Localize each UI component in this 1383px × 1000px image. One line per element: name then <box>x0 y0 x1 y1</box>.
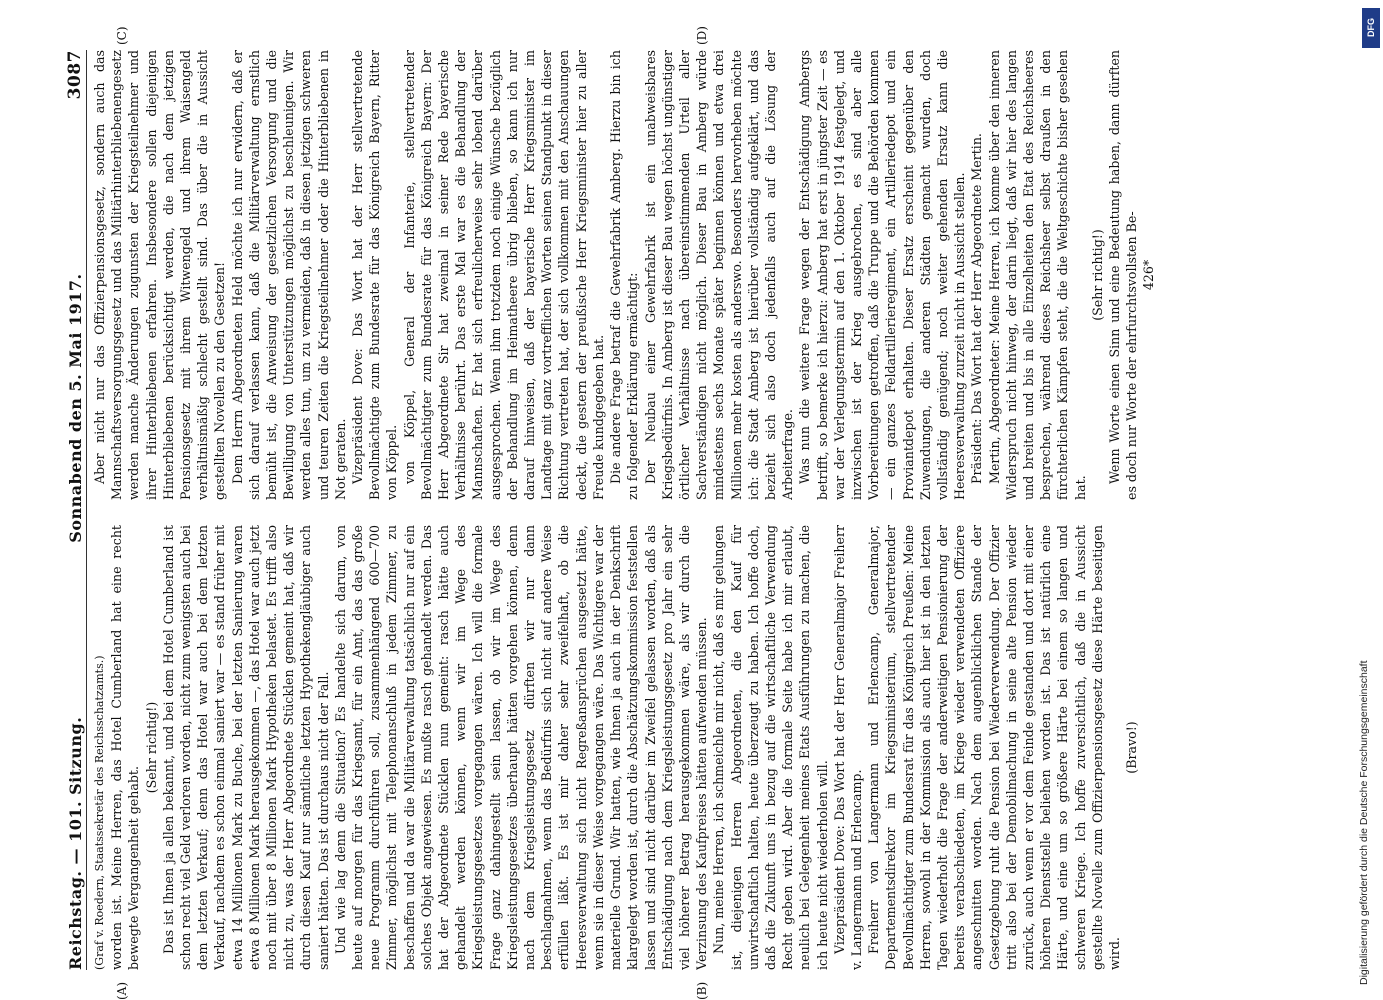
right-column-paragraph: Was nun die weitere Frage wegen der Entschädigung Ambergs betrifft, so bemerke ich hierzu: Amberg hat erst in jüngster Zeit — es war der Verlegungstermin auf den 1. Oktober 1914 festgelegt, und inzwischen ist der Krieg ausgebrochen, es sind aber alle Vorbereitungen getroffen, daß die Truppe und die Behörden kommen — ein ganzes Feldartillerieregiment, ein Artilleriedepot und ein Proviantdepot erhalten. Dieser Ersatz erscheint gegenüber den Zuwendungen, die anderen Städten gemacht wurden, doch vollständig genügend; noch weiter gehenden Ersatz kann die Heeresverwaltung zurzeit nicht in Aussicht stellen. <box>797 50 968 500</box>
left-column-paragraph: Nun, meine Herren, ich schmeichle mir nicht, daß es mir gelungen ist, diejenigen Herren Abgeordneten, die den Kauf für unwirtschaftlich halten, heute überzeugt zu haben. Ich hoffe doch, daß die Zukunft uns in bezug auf die wirtschaftliche Verwendung Recht geben wird. Aber die formale Seite habe ich mir erlaubt, neulich bei Gelegenheit meines Etats Ausführungen zu machen, die ich heute nicht wiederholen will. <box>711 525 830 970</box>
document-page <box>55 26 1345 1000</box>
right-column-paragraph: Präsident: Das Wort hat der Herr Abgeordnete Mertin. <box>969 133 985 484</box>
left-column-paragraph: (Graf v. Roedern, Staatssekretär des Reichsschatzamts.) <box>93 655 106 970</box>
header-rule <box>86 50 87 970</box>
margin-marker-a: (A) <box>115 981 129 1000</box>
left-column-paragraph: Das ist Ihnen ja allen bekannt, und bei dem Hotel Cumberland ist schon recht viel Geld verloren worden, nicht zum wenigsten auch bei dem letzten Verkauf; denn das Hotel war auch bei dem letzten Verkauf, nachdem es schon einmal saniert war — es stand früher mit etwa 14 Millionen Mark zu Buche, bei der letzten Sanierung waren etwa 8 Millionen Mark herausgekommen —, das Hotel war auch jetzt noch mit über 8 Millionen Mark Hypotheken belastet. Es trifft also nicht zu, was der Herr Abgeordnete Stücklen gemeint hat, daß wir durch diesen Kauf nur sämtliche letzten Hypothekengläubiger auch saniert hätten. Das ist durchaus nicht der Fall. <box>160 525 331 970</box>
funding-note: Digitalisierung gefördert durch die Deutsche Forschungsgemeinschaft <box>1358 660 1370 985</box>
margin-marker-c: (C) <box>115 26 129 45</box>
right-column-paragraph: Der Neubau einer Gewehrfabrik ist ein unabweisbares Kriegsbedürfnis. In Amberg ist dieser Bau wegen höchst ungünstiger örtlicher Verhältnisse nach übereinstimmenden Urteil aller Sachverständigen nicht möglich. Dieser Bau in Amberg würde mindestens sechs Monate später beginnen können und etwa drei Millionen mehr kosten als anderswo. Besonders hervorheben möchte ich: die Stadt Amberg ist hierüber vollständig aufgeklärt, und das bezieht sich also doch jedenfalls auch auf die Lösung der Arbeiterfrage. <box>642 50 796 500</box>
dfg-logo: DFG <box>1362 8 1380 48</box>
left-column <box>91 525 1331 970</box>
page-number: 3087 <box>65 50 85 100</box>
left-column-paragraph: Und wie lag denn die Situation? Es handelte sich darum, von heute auf morgen für das Kriegsamt, für ein Amt, das das große neue Programm durchführen soll, zusammenhängend 600—700 Zimmer, möglichst mit Telephonanschluß in jedem Zimmer, zu beschaffen und da war die Militärverwaltung tatsächlich nur auf ein solches Objekt angewiesen. Es mußte rasch gehandelt werden. Das hat der Abgeordnete Stücklen nun gemeint: rasch hätte auch gehandelt werden können, wenn wir im Wege des Kriegsleistungsgesetzes vorgegangen wären. Ich will die formale Frage ganz dahingestellt sein lassen, ob wir im Wege des Kriegsleistungsgesetzes überhaupt hätten vorgehen können, denn nach dem Kriegsleistungsgesetz dürften wir nur dann beschlagnahmen, wenn das Bedürfnis sich nicht auf andere Weise erfüllen läßt. Es ist mir daher sehr zweifelhaft, ob die Heeresverwaltung sich nicht Regreßansprüchen ausgesetzt hätte, wenn sie in dieser Weise vorgegangen wäre. Das Wichtigere war der materielle Grund. Wir hatten, wie Ihnen ja auch in der Denkschrift klargelegt worden ist, durch die Abschätzungskommission feststellen lassen und sind nicht darüber im Zweifel gelassen worden, daß als Entschädigung nach dem Kriegsleistungsgesetz pro Jahr ein sehr viel höherer Betrag herausgekommen wäre, als wir durch die Verzinsung des Kaufpreises hätten aufwenden müssen. <box>332 525 710 970</box>
left-column-paragraph: Freiherr von Langermann und Erlencamp, Generalmajor, Departementsdirektor im Kriegsministerium, stellvertretender Bevollmächtigter zum Bundesrat für das Königreich Preußen: Meine Herren, sowohl in der Kommission als auch hier ist in den letzten Tagen wiederholt die Frage der anderweitigen Pensionierung der bereits verabschiedeten, im Kriege wieder verwendeten Offiziere angeschnitten worden. Nach dem augenblicklichen Stande der Gesetzgebung ruht die Pension bei Wiederverwendung. Der Offizier tritt also bei der Demobilmachung in seine alte Pension wieder zurück, auch wenn er vor dem Feinde gestanden und dort mit einer höheren Dienststelle beliehen worden ist. Das ist natürlich eine Härte, und eine um so größere Härte bei einem so langen und schweren Kriege. Ich hoffe zuversichtlich, daß die in Aussicht gestellte Novelle zum Offizierpensionsgesetz diese Härte beseitigen wird. <box>866 525 1122 970</box>
right-column-paragraph: Vizepräsident Dove: Das Wort hat der Herr stellvertretende Bevollmächtigte zum Bundesrate für das Königreich Bayern, Ritter von Köppel. <box>350 50 400 500</box>
right-column <box>91 50 1331 500</box>
right-column-paragraph: 426* <box>1141 259 1157 291</box>
header-left: Reichstag. — 101. Sitzung. <box>66 716 85 970</box>
left-column-paragraph: worden ist. Meine Herren, das Hotel Cumberland hat eine recht bewegte Vergangenheit gehabt. <box>109 525 142 970</box>
right-column-paragraph: Dem Herrn Abgeordneten Held möchte ich nur erwidern, daß er sich darauf verlassen kann, daß die Militärverwaltung ernstlich bemüht ist, die Anweisung der gesetzlichen Versorgung und die Bewilligung von Unterstützungen möglichst zu beschleunigen. Wir werden alles tun, um zu vermeiden, daß in diesen jetzigen schweren und teuren Zeiten die Kriegsteilnehmer oder die Hinterbliebenen in Not geraten. <box>229 50 348 500</box>
page-header <box>55 50 85 970</box>
right-column-paragraph: (Sehr richtig!) <box>1089 229 1105 321</box>
left-column-paragraph: (Sehr richtig!) <box>143 701 159 794</box>
left-column-paragraph: (Bravo!) <box>1124 721 1140 774</box>
left-column-paragraph: Vizepräsident Dove: Das Wort hat der Herr Generalmajor Freiherr v. Langermann und Erlencamp. <box>831 525 864 970</box>
margin-marker-b: (B) <box>695 981 709 1000</box>
right-column-paragraph: von Köppel, General der Infanterie, stellvertretender Bevollmächtigter zum Bundesrate für das Königreich Bayern: Der Herr Abgeordnete Sir hat zweimal in seiner Rede bayerische Verhältnisse berührt. Das erste Mal war es die Behandlung der Mannschaften. Er hat sich erfreulicherweise sehr lobend darüber ausgesprochen. Wenn ihm trotzdem noch einige Wünsche bezüglich der Behandlung im Heimatheere übrig blieben, so kann ich nur darauf hinweisen, daß der bayerische Herr Kriegsminister im Landtage mit ganz vortrefflichen Worten seinen Standpunkt in dieser Richtung vertreten hat, der sich vollkommen mit den Anschauungen deckt, die gestern der preußische Herr Kriegsminister hier zu aller Freude kundgegeben hat. <box>401 50 606 500</box>
right-column-paragraph: Mertin, Abgeordneter: Meine Herren, ich komme über den inneren Widerspruch nicht hinweg, der darin liegt, daß wir hier des langen und breiten und bis in alle Einzelheiten den Etat des Reichsheeres besprechen, während dieses Reichsheer selbst draußen in den fürchterlichen Kämpfen steht, die die Weltgeschichte bisher gesehen hat. <box>986 50 1088 500</box>
right-column-paragraph: Wenn Worte einen Sinn und eine Bedeutung haben, dann dürften es doch nur Worte der ehrfurchtsvollsten Be- <box>1106 50 1140 500</box>
margin-marker-d: (D) <box>695 26 709 45</box>
right-column-paragraph: Die andere Frage betraf die Gewehrfabrik Amberg. Hierzu bin ich zu folgender Erklärung ermächtigt: <box>608 50 641 500</box>
header-date: Sonnabend den 5. Mai 1917. <box>66 273 85 543</box>
right-column-paragraph: Aber nicht nur das Offizierpensionsgesetz, sondern auch das Mannschaftsversorgungsgesetz und das Militärhinterbliebenengesetz werden manche Änderungen zugunsten der Kriegsteilnehmer und ihrer Hinterbliebenen erfahren. Insbesondere sollen diejenigen Hinterbliebenen berücksichtigt werden, die nach dem jetzigen Pensionsgesetz mit ihrem Witwengeld und ihrem Waisengeld verhältnismäßig schlecht gestellt sind. Das über die in Aussicht gestellten Novellen zu den Gesetzen! <box>92 50 228 500</box>
